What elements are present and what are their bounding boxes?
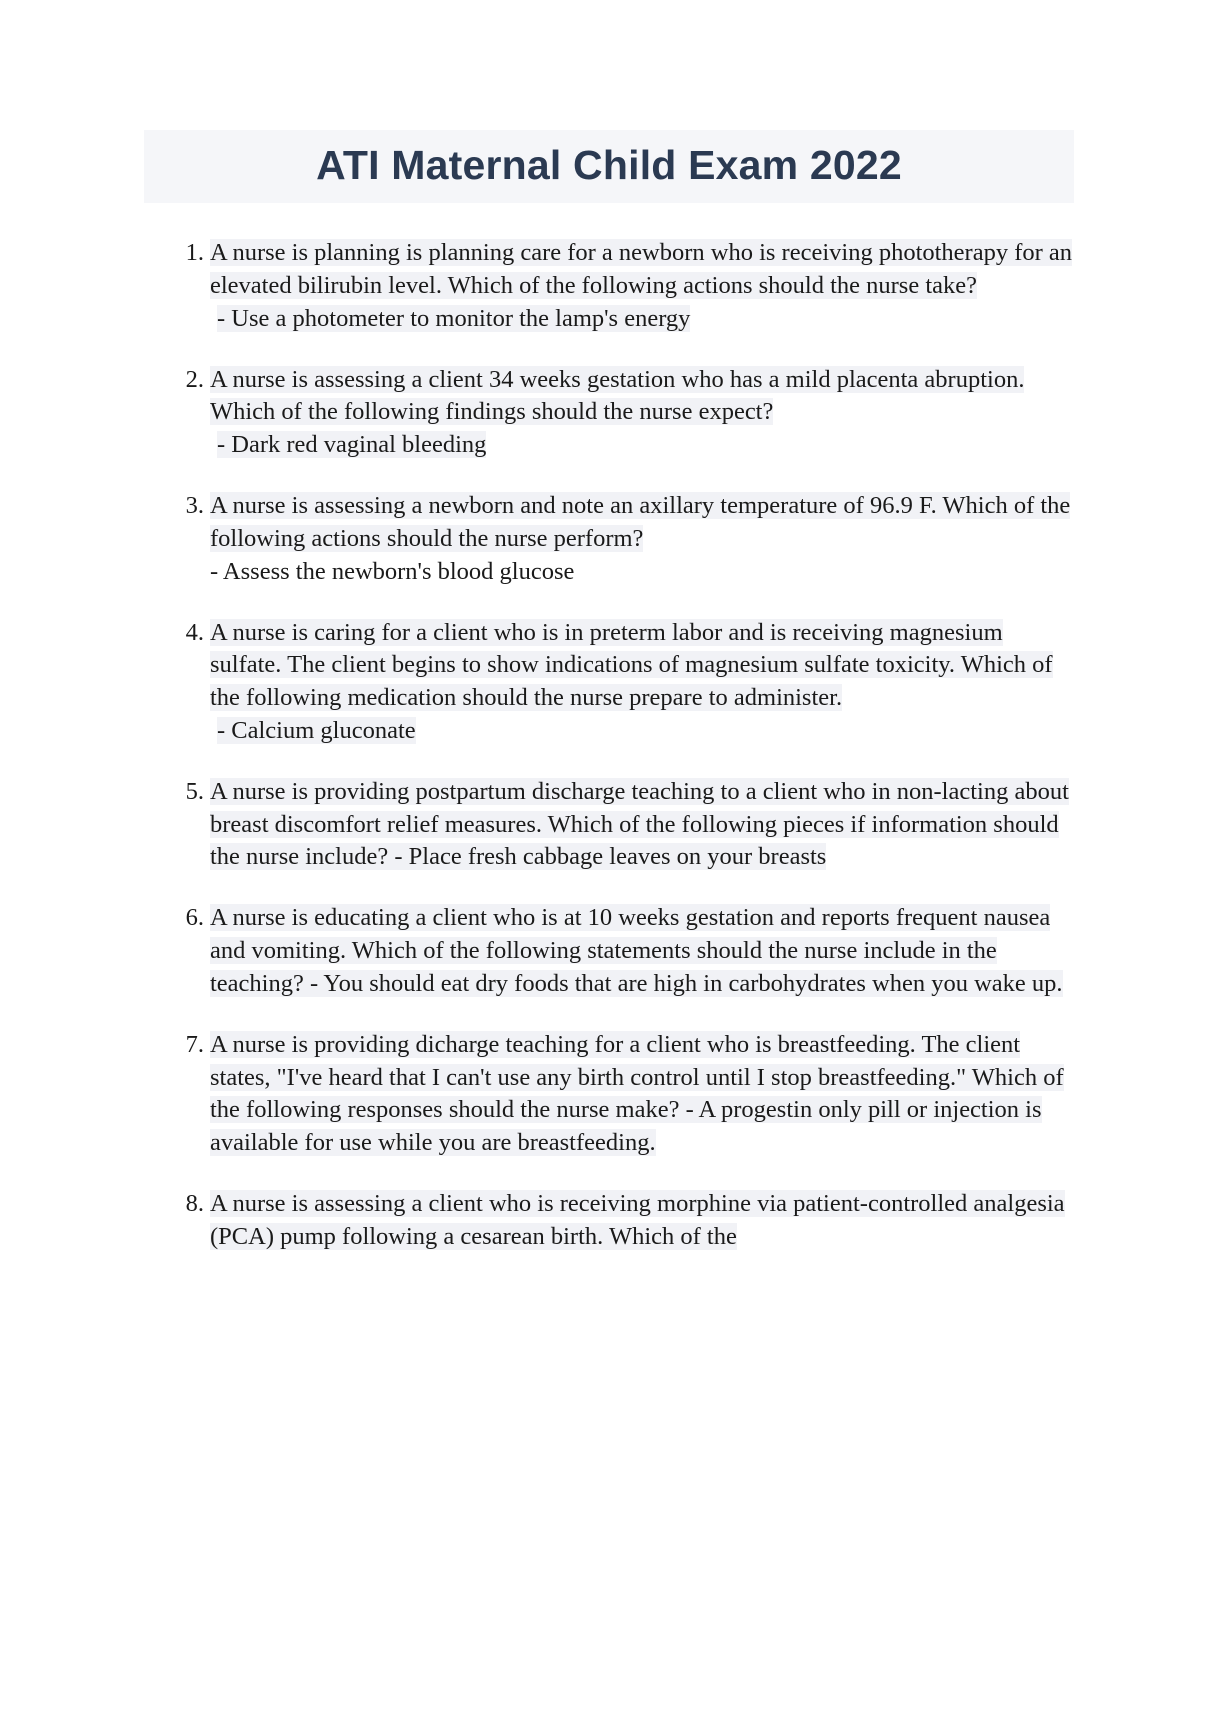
question-number: 6. xyxy=(185,904,204,932)
list-item xyxy=(176,1029,1074,1160)
answer-text: - Dark red vaginal bleeding xyxy=(217,431,487,459)
question-number: 4. xyxy=(185,618,204,646)
question-number: 1. xyxy=(185,239,204,267)
list-item xyxy=(176,1188,1074,1254)
question-text: A nurse is planning is planning care for a newborn who is receiving phototherapy for an elevated bilirubin level. Which of the following actions should the nurse take? xyxy=(210,239,1073,299)
document-page xyxy=(0,130,1224,1714)
question-text: A nurse is assessing a client 34 weeks gestation who has a mild placenta abruption. Which of the following findings should the nurse expect? xyxy=(210,365,1025,426)
question-text: A nurse is assessing a client who is receiving morphine via patient-controlled analgesia (PCA) pump following a cesarean birth. Which of the xyxy=(210,1190,1065,1250)
question-text: A nurse is caring for a client who is in preterm labor and is receiving magnesium sulfate. The client begins to show indications of magnesium sulfate toxicity. Which of the following medication should the nurse prepare to administer. xyxy=(210,618,1053,712)
question-number: 2. xyxy=(185,365,204,393)
answer-text: - Assess the newborn's blood glucose xyxy=(210,557,575,585)
list-item xyxy=(176,902,1074,1000)
question-list xyxy=(176,237,1074,1254)
question-text: A nurse is providing postpartum discharge teaching to a client who in non-lacting about breast discomfort relief measures. Which of the following pieces if information should the nurse include? - Place fresh cabbage leaves on your breasts xyxy=(210,777,1069,871)
question-number: 5. xyxy=(185,777,204,805)
question-text: A nurse is providing dicharge teaching for a client who is breastfeeding. The client states, "I've heard that I can't use any birth control until I stop breastfeeding." Which of the following responses should the nurse make? - A progestin only pill or injection is available for use while you are breastfeeding. xyxy=(210,1030,1064,1157)
question-text: A nurse is educating a client who is at 10 weeks gestation and reports frequent nausea and vomiting. Which of the following statements should the nurse include in the teaching? - You should eat dry foods that are high in carbohydrates when you wake up. xyxy=(210,904,1063,997)
question-text: A nurse is assessing a newborn and note an axillary temperature of 96.9 F. Which of the following actions should the nurse perform? xyxy=(210,492,1071,552)
list-item xyxy=(176,237,1074,335)
page-title: ATI Maternal Child Exam 2022 xyxy=(316,142,902,188)
question-number: 3. xyxy=(185,492,204,520)
title-banner xyxy=(144,130,1074,203)
list-item xyxy=(176,617,1074,748)
answer-text: - Use a photometer to monitor the lamp's energy xyxy=(217,304,691,332)
list-item xyxy=(176,490,1074,588)
list-item xyxy=(176,364,1074,462)
list-item xyxy=(176,776,1074,874)
answer-text: - Calcium gluconate xyxy=(217,716,416,744)
question-number: 7. xyxy=(185,1030,204,1058)
question-number: 8. xyxy=(185,1190,204,1218)
